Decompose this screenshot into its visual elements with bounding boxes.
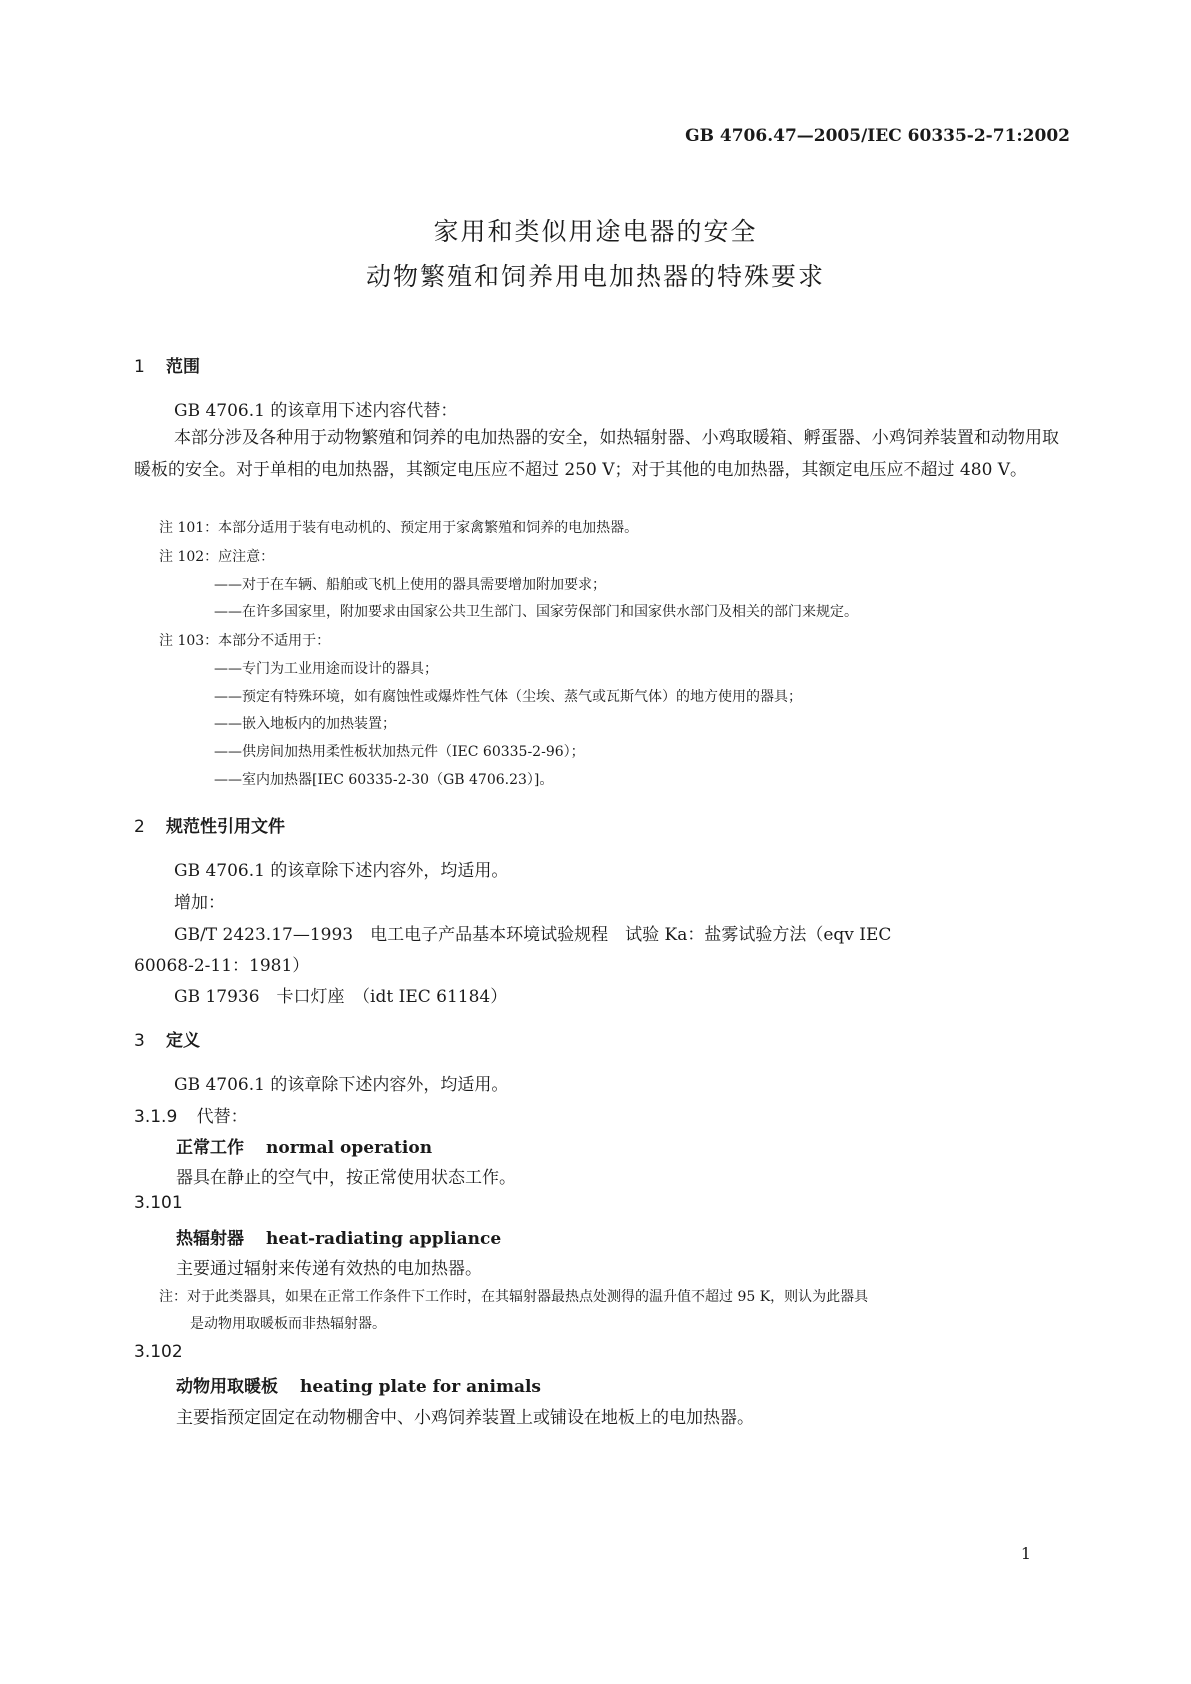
term-heat-radiating-appliance xyxy=(176,1224,501,1249)
section-number: 1 xyxy=(134,357,145,377)
term-chinese: 动物用取暖板 xyxy=(176,1377,278,1397)
note-101: 注 101：本部分适用于装有电动机的、预定用于家禽繁殖和饲养的电加热器。 xyxy=(159,520,639,536)
section-heading-normative-references xyxy=(134,812,285,837)
section-title: 范围 xyxy=(166,357,200,377)
note-102: 注 102：应注意： xyxy=(159,549,275,565)
section-intro: GB 4706.1 的该章除下述内容外，均适用。 xyxy=(174,1075,509,1095)
term-definition: 主要通过辐射来传递有效热的电加热器。 xyxy=(176,1259,482,1279)
term-heating-plate-for-animals xyxy=(176,1372,541,1397)
note-102-item: ——在许多国家里，附加要求由国家公共卫生部门、国家劳保部门和国家供水部门及相关的部门来规定。 xyxy=(214,604,858,620)
reference-entry: GB 17936 卡口灯座 （idt IEC 61184） xyxy=(174,987,508,1007)
term-chinese: 正常工作 xyxy=(176,1138,244,1158)
term-english: normal operation xyxy=(266,1138,433,1158)
term-definition: 主要指预定固定在动物棚舍中、小鸡饲养装置上或铺设在地板上的电加热器。 xyxy=(176,1408,754,1428)
reference-entry: GB/T 2423.17—1993 电工电子产品基本环境试验规程 试验 Ka：盐雾试验方法（eqv IEC xyxy=(174,925,892,945)
section-number: 3 xyxy=(134,1031,145,1051)
term-definition: 器具在静止的空气中，按正常使用状态工作。 xyxy=(176,1168,516,1188)
section-title: 规范性引用文件 xyxy=(166,817,285,837)
term-note: 注：对于此类器具，如果在正常工作条件下工作时，在其辐射器最热点处测得的温升值不超过 95 K，则认为此器具 xyxy=(159,1289,869,1305)
note-103-item: ——预定有特殊环境，如有腐蚀性或爆炸性气体（尘埃、蒸气或瓦斯气体）的地方使用的器具； xyxy=(214,689,802,705)
clause-number: 3.1.9 xyxy=(134,1107,178,1127)
document-title-line-1: 家用和类似用途电器的安全 xyxy=(433,217,758,246)
note-103-item: ——专门为工业用途而设计的器具； xyxy=(214,661,438,677)
term-english: heating plate for animals xyxy=(300,1377,542,1397)
document-title-line-2: 动物繁殖和饲养用电加热器的特殊要求 xyxy=(365,262,825,291)
section-title: 定义 xyxy=(166,1031,200,1051)
note-103: 注 103：本部分不适用于： xyxy=(159,633,331,649)
section-heading-definitions xyxy=(134,1026,200,1051)
note-103-item: ——室内加热器[IEC 60335-2-30（GB 4706.23）]。 xyxy=(214,772,554,788)
reference-entry-continuation: 60068-2-11：1981） xyxy=(134,956,310,976)
section-intro: GB 4706.1 的该章除下述内容外，均适用。 xyxy=(174,861,509,881)
section-number: 2 xyxy=(134,817,145,837)
clause-action: 代替： xyxy=(196,1107,248,1127)
section-heading-scope xyxy=(134,352,200,377)
page-number: 1 xyxy=(1020,1544,1031,1563)
note-103-item: ——供房间加热用柔性板状加热元件（IEC 60335-2-96）； xyxy=(214,744,585,760)
clause-3-1-9 xyxy=(134,1102,248,1127)
term-normal-operation xyxy=(176,1133,432,1158)
term-english: heat-radiating appliance xyxy=(266,1229,502,1249)
scope-paragraph: 本部分涉及各种用于动物繁殖和饲养的电加热器的安全，如热辐射器、小鸡取暖箱、孵蛋器、小鸡饲养装置和动物用取暖板的安全。对于单相的电加热器，其额定电压应不超过 250 V；对于其他的电加热器，其额定电压应不超过 480 V。 xyxy=(134,428,1059,480)
term-chinese: 热辐射器 xyxy=(176,1229,244,1249)
note-102-item: ——对于在车辆、船舶或飞机上使用的器具需要增加附加要求； xyxy=(214,577,606,593)
clause-3-101: 3.101 xyxy=(134,1193,183,1213)
standard-identifier: GB 4706.47—2005/IEC 60335-2-71:2002 xyxy=(685,126,1070,146)
section-intro: GB 4706.1 的该章用下述内容代替： xyxy=(174,401,458,421)
clause-3-102: 3.102 xyxy=(134,1342,183,1362)
addition-label: 增加： xyxy=(174,893,225,913)
note-103-item: ——嵌入地板内的加热装置； xyxy=(214,716,396,732)
term-note-continuation: 是动物用取暖板而非热辐射器。 xyxy=(190,1316,386,1332)
